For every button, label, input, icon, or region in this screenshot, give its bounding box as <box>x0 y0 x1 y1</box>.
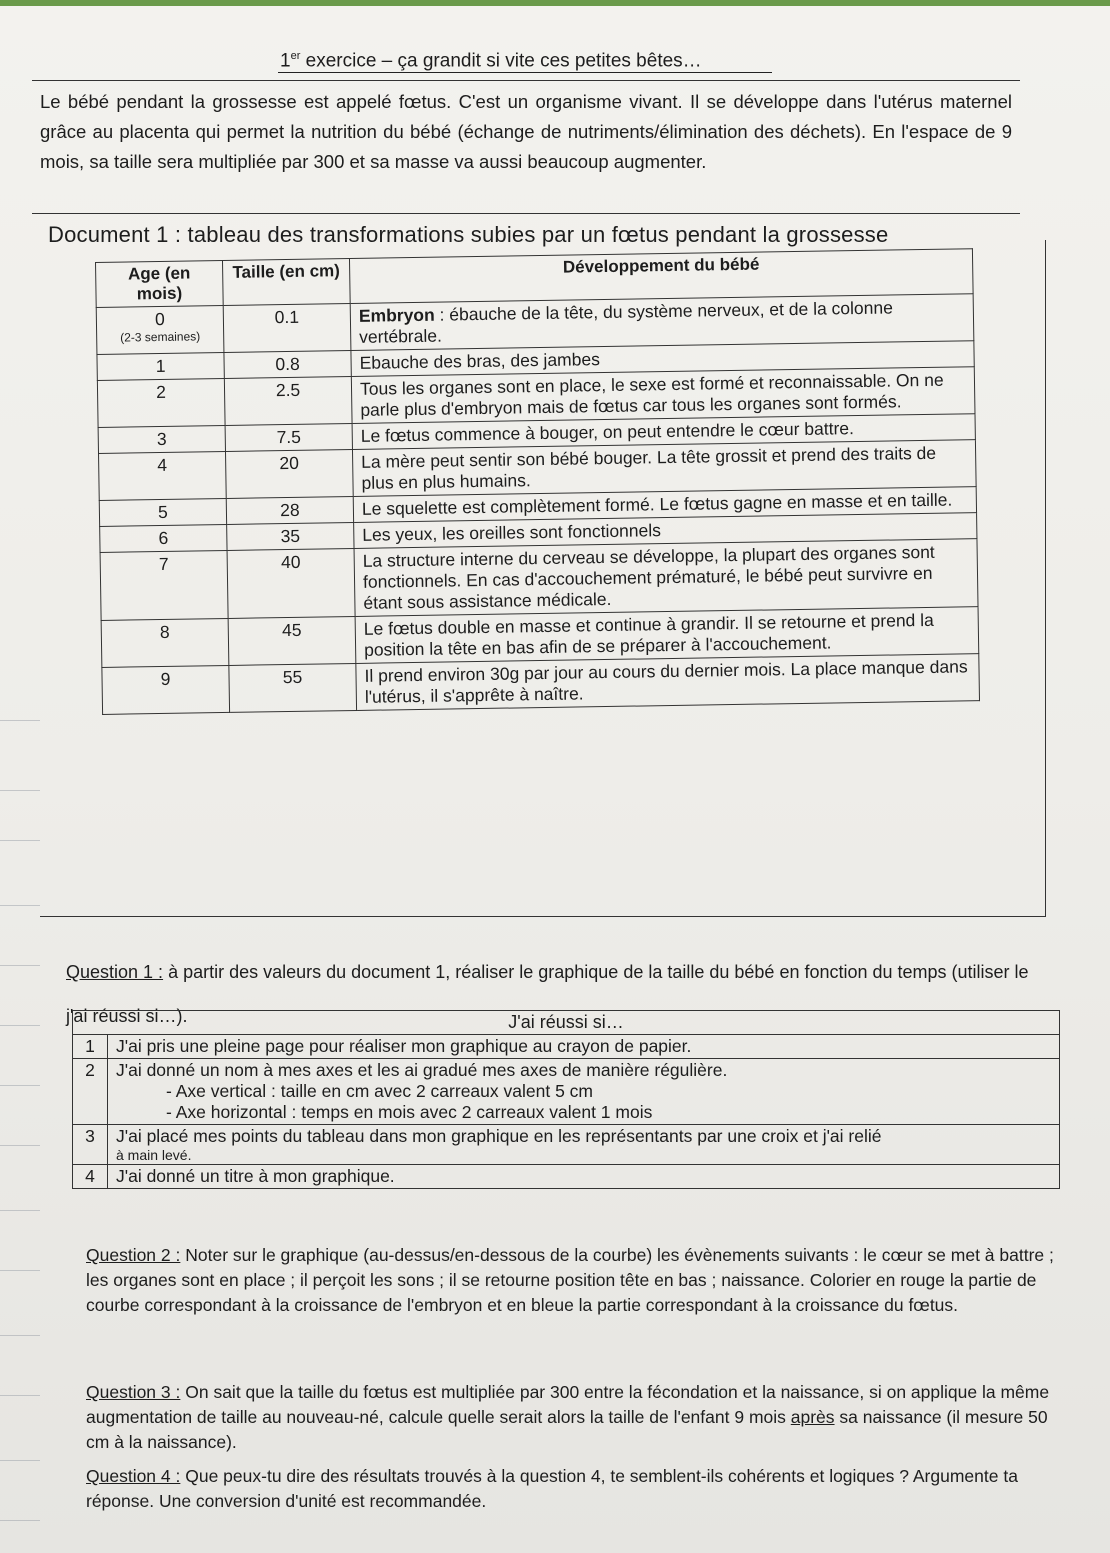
checklist-item <box>73 1035 1060 1059</box>
question-2-text: Noter sur le graphique (au-dessus/en-dessous de la courbe) les évènements suivants : le cœur se met à battre ; les organes sont en place ; il perçoit les sons ; il se retourne position tête en bas ; naissance. Colorier en rouge la partie de courbe correspondant à la croissance de l'embryon et en bleue la partie correspondant à la croissance du fœtus. <box>86 1245 1054 1315</box>
age-cell <box>100 524 227 552</box>
development-text: Le squelette est complètement formé. Le fœtus gagne en masse et en taille. <box>361 489 953 519</box>
checklist-text: J'ai donné un titre à mon graphique. <box>108 1165 1060 1189</box>
age-cell <box>97 378 225 427</box>
development-bold-term: Embryon <box>358 304 435 326</box>
age-note: (2-3 semaines) <box>120 329 201 345</box>
age-value: 1 <box>155 355 166 377</box>
question-2 <box>86 1243 1066 1318</box>
checklist-sub-horizontal-axis: - Axe horizontal : temps en mois avec 2 carreaux valent 1 mois <box>116 1102 1051 1123</box>
age-value: 8 <box>159 621 170 643</box>
checklist-item <box>73 1059 1060 1125</box>
title-underline <box>278 72 772 73</box>
transformations-table <box>95 248 980 715</box>
question-3-text-start: On sait que la taille du fœtus est multipliée par 300 entre la fécondation et la naissance, si on applique la même augmentation de taille au nouveau-né, calcule quelle serait alors la taille de l'enfant 9 mois <box>86 1382 1050 1427</box>
age-cell <box>96 305 224 354</box>
checklist-number: 4 <box>73 1165 108 1189</box>
checklist-number: 3 <box>73 1125 108 1165</box>
question-3-text-end: sa naissance (il mesure 50 cm à la naissance). <box>86 1407 1048 1452</box>
checklist-header-row <box>73 1011 1060 1035</box>
development-text: La mère peut sentir son bébé bouger. La tête grossit et prend des traits de plus en plus humains. <box>361 442 937 493</box>
age-cell <box>99 498 226 526</box>
checklist-text: J'ai pris une pleine page pour réaliser mon graphique au crayon de papier. <box>108 1035 1060 1059</box>
size-cell: 35 <box>227 522 354 550</box>
question-3 <box>86 1380 1066 1455</box>
age-value: 9 <box>160 668 171 690</box>
development-text: La structure interne du cerveau se développe, la plupart des organes sont fonctionnels. En cas d'accouchement prématuré, le bébé peut survivre en étant sous assistance médicale. <box>362 541 935 613</box>
top-green-edge <box>0 0 1110 6</box>
success-checklist <box>72 1010 1060 1189</box>
size-cell: 45 <box>228 616 356 665</box>
age-value: 7 <box>158 553 169 575</box>
age-value: 3 <box>156 428 167 450</box>
age-cell <box>100 550 228 620</box>
age-cell <box>101 618 229 667</box>
age-value: 4 <box>157 454 168 476</box>
header-size: Taille (en cm) <box>222 259 350 306</box>
size-cell: 7.5 <box>225 423 352 451</box>
document-title: Document 1 : tableau des transformations subies par un fœtus pendant la grossesse <box>48 222 889 247</box>
development-text: Le fœtus double en masse et continue à grandir. Il se retourne et prend la position la tête en bas afin de se préparer à l'accouchement. <box>363 609 934 660</box>
age-cell <box>98 425 225 453</box>
checklist-sub-vertical-axis: - Axe vertical : taille en cm avec 2 carreaux valent 5 cm <box>116 1081 1051 1102</box>
checklist-main-text: J'ai placé mes points du tableau dans mon graphique en les représentants par une croix et j'ai relié <box>116 1126 882 1146</box>
development-text: Tous les organes sont en place, le sexe est formé et reconnaissable. On ne parle plus d'embryon mais de fœtus car tous les organes sont formés. <box>359 369 944 420</box>
size-cell: 0.1 <box>223 303 351 352</box>
exercise-title: 1er exercice – ça grandit si vite ces petites bêtes… <box>280 50 702 72</box>
development-text: Il prend environ 30g par jour au cours du dernier mois. La place manque dans l'utérus, il s'apprête à naître. <box>364 656 968 707</box>
checklist-main-text: J'ai donné un nom à mes axes et les ai gradué mes axes de manière régulière. <box>116 1060 728 1080</box>
checklist-number: 2 <box>73 1059 108 1125</box>
development-text: Le fœtus commence à bouger, on peut entendre le cœur battre. <box>360 418 855 446</box>
header-development: Développement du bébé <box>349 249 973 304</box>
question-4-text: Que peux-tu dire des résultats trouvés à la question 4, te semblent-ils cohérents et logiques ? Argumente ta réponse. Une conversion d'unité est recommandée. <box>86 1466 1018 1511</box>
checklist-item <box>73 1165 1060 1189</box>
size-cell: 2.5 <box>224 376 352 425</box>
size-cell: 20 <box>225 449 353 498</box>
size-cell: 55 <box>229 663 357 712</box>
question-2-label: Question 2 : <box>86 1245 181 1265</box>
intro-paragraph: Le bébé pendant la grossesse est appelé fœtus. C'est un organisme vivant. Il se développe dans l'utérus maternel grâce au placenta qui permet la nutrition du bébé (échange de nutriments/élimination des déchets). En l'espace de 9 mois, sa taille sera multipliée par 300 et sa masse va aussi beaucoup augmenter. <box>32 80 1020 214</box>
development-cell <box>354 539 978 617</box>
age-cell <box>102 665 230 714</box>
checklist-text <box>108 1059 1060 1125</box>
size-cell: 28 <box>226 496 353 524</box>
checklist-text <box>108 1125 1060 1165</box>
question-1-label: Question 1 : <box>66 962 164 982</box>
question-3-underlined-word: après <box>790 1407 835 1427</box>
age-value: 2 <box>156 381 167 403</box>
checklist-item <box>73 1125 1060 1165</box>
development-text: Les yeux, les oreilles sont fonctionnels <box>362 520 662 545</box>
question-1-text: à partir des valeurs du document 1, réaliser le graphique de la taille du bébé en fonction du temps (utiliser le j'ai réussi si…). <box>66 962 1029 1026</box>
age-value: 0 <box>154 308 165 330</box>
development-cell <box>356 654 980 711</box>
age-value: 5 <box>157 501 168 523</box>
checklist-tail-text: à main levé. <box>116 1147 192 1163</box>
development-text: Ebauche des bras, des jambes <box>359 349 601 373</box>
question-3-label: Question 3 : <box>86 1382 181 1402</box>
header-age: Age (en mois) <box>96 260 224 307</box>
size-cell: 40 <box>227 548 355 618</box>
age-cell <box>99 451 227 500</box>
checklist-header: J'ai réussi si… <box>73 1011 1060 1035</box>
age-cell <box>97 352 224 380</box>
checklist-number: 1 <box>73 1035 108 1059</box>
question-4 <box>86 1464 1066 1514</box>
size-cell: 0.8 <box>224 350 351 378</box>
age-value: 6 <box>158 527 169 549</box>
question-4-label: Question 4 : <box>86 1466 181 1486</box>
development-text: : ébauche de la tête, du système nerveux, et de la colonne vertébrale. <box>359 297 894 347</box>
